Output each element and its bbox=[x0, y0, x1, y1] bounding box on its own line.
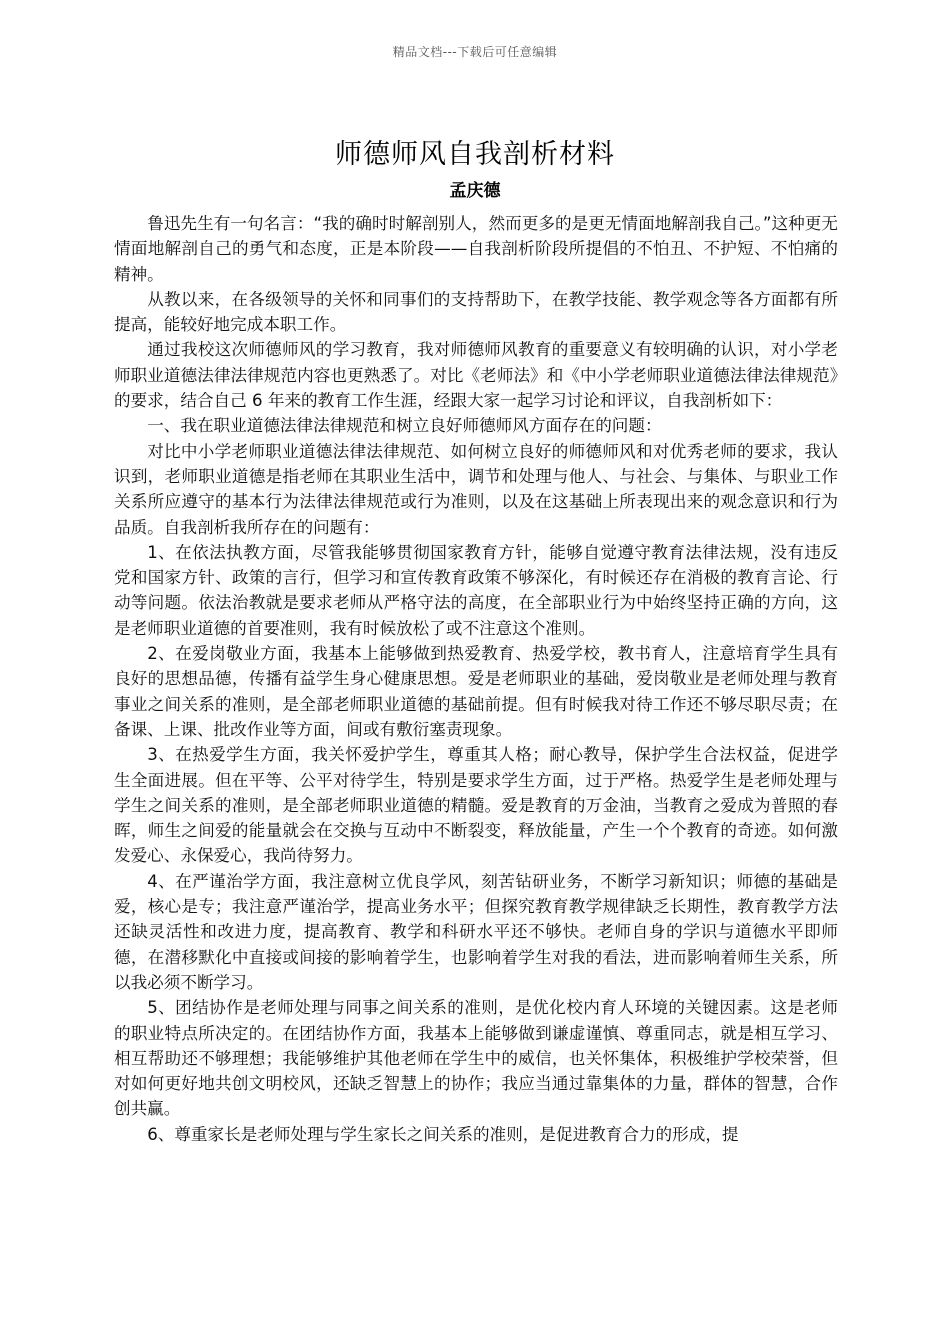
paragraph: 5、团结协作是老师处理与同事之间关系的准则，是优化校内育人环境的关键因素。这是老师的职业特点所决定的。在团结协作方面，我基本上能够做到谦虚谨慎、尊重同志，就是相互学习、相互帮助还不够理想；我能够维护其他老师在学生中的威信，也关怀集体，积极维护学校荣誉，但对如何更好地共创文明校风，还缺乏智慧上的协作；我应当通过靠集体的力量，群体的智慧，合作创共赢。 bbox=[114, 998, 838, 1119]
paragraph: 对比中小学老师职业道德法律法律规范、如何树立良好的师德师风和对优秀老师的要求，我认识到，老师职业道德是指老师在其职业生活中，调节和处理与他人、与社会、与集体、与职业工作关系所应遵守的基本行为法律法律规范或行为准则，以及在这基础上所表现出来的观念意识和行为品质。自我剖析我所存在的问题有： bbox=[114, 441, 838, 537]
body-text bbox=[114, 211, 838, 1147]
paragraph: 通过我校这次师德师风的学习教育，我对师德师风教育的重要意义有较明确的认识，对小学老师职业道德法律法律规范内容也更熟悉了。对比《老师法》和《中小学老师职业道德法律法律规范》的要求，结合自己 6 年来的教育工作生涯，经跟大家一起学习讨论和评议，自我剖析如下： bbox=[114, 340, 838, 411]
document-title: 师德师风自我剖析材料 bbox=[335, 139, 615, 170]
author-name: 孟庆德 bbox=[449, 181, 501, 201]
paragraph: 3、在热爱学生方面，我关怀爱护学生，尊重其人格；耐心教导，保护学生合法权益，促进学生全面进展。但在平等、公平对待学生，特别是要求学生方面，过于严格。热爱学生是老师处理与学生之间关系的准则，是全部老师职业道德的精髓。爱是教育的万金油，当教育之爱成为普照的春晖，师生之间爱的能量就会在交换与互动中不断裂变，释放能量，产生一个个教育的奇迹。如何激发爱心、永保爱心，我尚待努力。 bbox=[114, 745, 838, 866]
paragraph: 1、在依法执教方面，尽管我能够贯彻国家教育方针，能够自觉遵守教育法律法规，没有违反党和国家方针、政策的言行，但学习和宣传教育政策不够深化，有时候还存在消极的教育言论、行动等问题。依法治教就是要求老师从严格守法的高度，在全部职业行为中始终坚持正确的方向，这是老师职业道德的首要准则，我有时候放松了或不注意这个准则。 bbox=[114, 542, 838, 638]
paragraph: 2、在爱岗敬业方面，我基本上能够做到热爱教育、热爱学校，教书育人，注意培育学生具有良好的思想品德，传播有益学生身心健康思想。爱是老师职业的基础，爱岗敬业是老师处理与教育事业之间关系的准则，是全部老师职业道德的基础前提。但有时候我对待工作还不够尽职尽责；在备课、上课、批改作业等方面，间或有敷衍塞责现象。 bbox=[114, 644, 838, 739]
paragraph: 从教以来，在各级领导的关怀和同事们的支持帮助下，在教学技能、教学观念等各方面都有所提高，能较好地完成本职工作。 bbox=[114, 289, 838, 335]
paragraph: 4、在严谨治学方面，我注意树立优良学风，刻苦钻研业务，不断学习新知识；师德的基础是爱，核心是专；我注意严谨治学，提高业务水平；但探究教育教学规律缺乏长期性，教育教学方法还缺灵活性和改进力度，提高教育、教学和科研水平还不够快。老师自身的学识与道德水平即师德，在潜移默化中直接或间接的影响着学生，也影响着学生对我的看法，进而影响着师生关系，所以我必须不断学习。 bbox=[114, 871, 838, 992]
paragraph: 鲁迅先生有一句名言：“我的确时时解剖别人，然而更多的是更无情面地解剖我自己。”这种更无情面地解剖自己的勇气和态度，正是本阶段——自我剖析阶段所提倡的不怕丑、不护短、不怕痛的精神。 bbox=[114, 214, 838, 284]
header-note: 精品文档---下载后可任意编辑 bbox=[392, 45, 558, 59]
section-heading: 一、我在职业道德法律法律规范和树立良好师德师风方面存在的问题： bbox=[147, 416, 662, 436]
paragraph: 6、尊重家长是老师处理与学生家长之间关系的准则，是促进教育合力的形成，提 bbox=[147, 1124, 739, 1144]
